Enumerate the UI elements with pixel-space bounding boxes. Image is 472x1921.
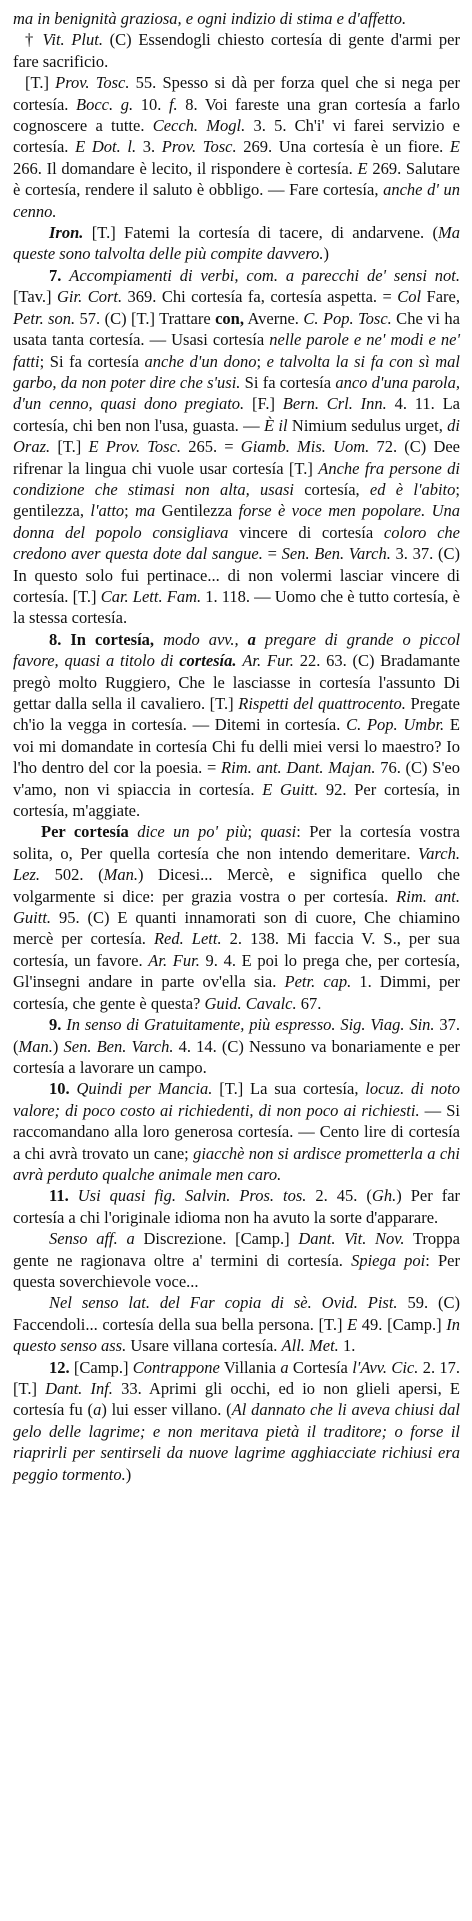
- text-segment: 1.: [338, 1336, 356, 1356]
- text-segment: l'atto: [90, 501, 125, 521]
- text-segment: Gh.: [371, 1186, 397, 1206]
- text-segment: quasi: [260, 822, 297, 842]
- text-segment: cortesía.: [179, 651, 237, 671]
- text-segment: Usare villana cortesía.: [126, 1336, 282, 1356]
- text-segment: Usi quasi fig. Salvin. Pros. tos.: [77, 1186, 307, 1206]
- text-segment: Prov. Tosc.: [55, 73, 130, 93]
- text-segment: 55. Spesso si dà per forza quel che si nega per cortesía.: [13, 73, 460, 114]
- text-segment: [F.]: [244, 394, 283, 414]
- text-segment: 95. (C) E quanti innamorati son di cuore, Che chiamino mercè per cortesía.: [13, 908, 460, 949]
- text-segment: 37. (: [13, 1015, 461, 1056]
- text-segment: 4. 11. La cortesía, chi ben non l'usa, guasta. —: [13, 394, 460, 435]
- text-segment: E Guitt.: [262, 779, 319, 799]
- text-segment: Guid. Cavalc.: [204, 993, 297, 1013]
- text-segment: 265. =: [181, 437, 241, 457]
- text-segment: Man.: [103, 865, 138, 885]
- text-segment: ma in benignità graziosa, e ogni indizio di stima e d'affetto.: [13, 9, 407, 28]
- text-segment: Contrappone: [132, 1357, 220, 1377]
- text-segment: In questo senso ass.: [13, 1314, 460, 1356]
- text-segment: 11.: [49, 1186, 69, 1206]
- text-segment: 76. (C) S'eo v'amo, non vi spiaccia in cortesía.: [13, 758, 460, 799]
- text-segment: f.: [168, 94, 178, 114]
- text-segment: Troppa gente ne ragionava oltre a' termini di cortesía.: [13, 1229, 460, 1270]
- text-segment: Gentilezza: [155, 501, 239, 521]
- text-segment: 2. 138. Mi faccia V. S., per sua cortesía, un favore.: [13, 929, 460, 970]
- text-segment: locuz. di noto valore; di poco costo ai richiedenti, di non poco ai richiesti.: [13, 1079, 461, 1120]
- text-segment: È il: [263, 415, 288, 435]
- text-segment: 10.: [49, 1079, 70, 1099]
- text-segment: 92. Per cortesía, in cortesía, m'aggiate.: [13, 779, 460, 821]
- text-segment: [239, 630, 248, 649]
- text-segment: ed è l'abito: [369, 479, 456, 499]
- text-segment: Per cortesía: [41, 822, 129, 842]
- entry-paragraph: [13, 1228, 460, 1292]
- text-segment: Al dannato che li aveva chiusi dal gelo delle lagrime; e non meritava pietà il traditore; o forse il riaprirli per sentirseli da nuove lagrime agghiacciate richiusi era peggio tormento.: [13, 1400, 461, 1484]
- text-segment: dice un po' più: [137, 822, 248, 842]
- entry-paragraph: [13, 1014, 460, 1078]
- text-segment: (C) Essendogli chiesto cortesía di gente d'armi per fare sacrificio.: [13, 30, 460, 71]
- text-segment: 57. (C) [T.] Trattare: [75, 308, 216, 328]
- text-segment: [Camp.]: [69, 1357, 133, 1377]
- text-segment: [T.] Fatemi la cortesía di tacere, di andarvene. (: [83, 223, 438, 243]
- text-segment: 1. Dimmi, per cortesía, che gente è questa?: [13, 972, 461, 1013]
- text-segment: Villania: [219, 1357, 281, 1377]
- text-segment: a: [93, 1400, 102, 1420]
- entry-paragraph: [13, 1185, 460, 1228]
- entry-paragraph: [13, 1357, 460, 1485]
- text-segment: nelle parole e ne' modi e ne' fatti: [13, 330, 461, 371]
- text-segment: Ar. Fur.: [242, 651, 294, 671]
- text-segment: Rim. ant. Dant. Majan.: [221, 758, 376, 778]
- text-segment: ) Dicesi... Mercè, e significa quello che volgarmente si dice: per grazia vostra o per cortesía.: [13, 865, 460, 906]
- text-segment: 369. Chi cortesía fa, cortesía aspetta. =: [122, 287, 398, 307]
- text-segment: E Dot. l.: [75, 137, 137, 157]
- text-segment: Accompiamenti di verbi, com. a parecchi de' sensi not.: [69, 265, 460, 285]
- text-segment: Varch. Lez.: [13, 843, 460, 885]
- text-segment: Nimium sedulus urget,: [287, 415, 448, 435]
- text-segment: 12.: [49, 1357, 70, 1377]
- entry-paragraph: [13, 72, 460, 222]
- text-segment: a: [280, 1357, 289, 1377]
- text-segment: : Per questa soverchievole voce...: [13, 1250, 460, 1291]
- text-segment: Rispetti del quattrocento.: [238, 694, 406, 713]
- text-segment: E: [347, 1314, 358, 1334]
- text-segment: Cortesía: [288, 1357, 353, 1377]
- text-segment: ): [52, 1036, 64, 1056]
- text-segment: ;: [124, 501, 136, 521]
- text-segment: con,: [215, 308, 244, 328]
- text-segment: Nel senso lat. del Far copia di sè. Ovid. Pist.: [49, 1293, 398, 1313]
- text-segment: Ar. Fur.: [148, 950, 200, 970]
- text-segment: ma: [135, 501, 156, 521]
- text-segment: E: [357, 158, 368, 178]
- text-segment: — Si raccomandano alla loro generosa cortesía. — Cento lire di cortesía a chi avrà trovato un cane;: [13, 1100, 460, 1163]
- text-segment: 4. 14. (C) Nessuno va bonariamente e per cortesía a lavorare un campo.: [13, 1036, 461, 1077]
- entry-paragraph: [13, 29, 460, 72]
- text-segment: [T.] La sua cortesía,: [212, 1079, 366, 1099]
- text-segment: Sen. Ben. Varch.: [63, 1036, 174, 1056]
- text-segment: 22. 63. (C) Bradamante pregò molto Ruggiero, Che le lasciasse in cortesía l'assunto Di gettar dalla sella il cavaliero. [T.]: [13, 651, 461, 713]
- text-segment: 3. 37. (C) In questo solo fui pertinace... di non volermi lasciar vincere di cortesía. [T.]: [13, 544, 461, 606]
- text-segment: Rim. ant. Guitt.: [13, 886, 460, 928]
- text-segment: [154, 630, 163, 649]
- text-segment: 9.: [49, 1015, 62, 1035]
- text-segment: E voi mi domandate in cortesía Chi fu delli miei versi lo maestro? Io l'ho dentro del cor la poesia. =: [13, 715, 460, 778]
- text-segment: Iron.: [49, 223, 84, 243]
- text-segment: Averne.: [243, 308, 304, 328]
- text-segment: Quindi per Mancia.: [76, 1079, 213, 1099]
- text-segment: Anche fra persone di condizione che stimasi non alta, usasi: [13, 458, 460, 499]
- text-segment: =: [262, 544, 282, 564]
- text-segment: [69, 1186, 78, 1205]
- text-segment: 1. 118. — Uomo che è tutto cortesía, è la stessa cortesía.: [13, 586, 460, 628]
- text-segment: Discrezione. [Camp.]: [134, 1229, 299, 1249]
- entry-paragraph: [13, 265, 460, 629]
- text-segment: coloro che credono aver questa dote dal sangue.: [13, 522, 460, 564]
- text-segment: cortesía,: [293, 479, 370, 499]
- entry-paragraph: [13, 1078, 460, 1185]
- text-segment: C. Pop. Umbr.: [346, 715, 445, 735]
- text-segment: Sen. Ben. Varch.: [281, 544, 391, 564]
- text-segment: 10.: [133, 94, 169, 114]
- text-segment: †: [25, 30, 43, 50]
- text-segment: Petr. cap.: [284, 972, 352, 992]
- text-segment: Red. Lett.: [153, 929, 222, 949]
- entry-paragraph: [13, 821, 460, 1014]
- text-segment: anche d' un cenno.: [13, 180, 460, 221]
- text-segment: Prov. Tosc.: [161, 137, 237, 157]
- text-segment: Fare,: [421, 287, 460, 307]
- text-segment: 8. In cortesía,: [49, 629, 155, 649]
- text-segment: Dant. Inf.: [45, 1379, 113, 1398]
- entry-paragraph: [13, 222, 460, 265]
- text-segment: forse è voce men popolare. Una donna del popolo consigliava: [13, 501, 460, 542]
- text-segment: [129, 822, 137, 841]
- text-segment: 3. 5. Ch'i' vi farei servizio e cortesía.: [13, 116, 460, 157]
- text-segment: ;: [256, 351, 267, 371]
- text-segment: ): [323, 244, 330, 264]
- text-segment: ): [125, 1464, 132, 1484]
- text-segment: 59. (C) Faccendoli... cortesía della sua bella persona. [T.]: [13, 1293, 460, 1334]
- text-segment: 33. Aprimi gli occhi, ed io non glieli apersi, E cortesía fu (: [13, 1379, 461, 1420]
- text-segment: Gir. Cort.: [57, 287, 123, 307]
- text-segment: Car. Lett. Fam.: [100, 586, 202, 606]
- text-segment: Che vi ha usata tanta cortesía. — Usasi cortesía: [13, 308, 460, 350]
- text-segment: Si fa cortesía: [240, 372, 336, 392]
- text-segment: E Prov. Tosc.: [88, 437, 182, 457]
- text-segment: : Per la cortesía vostra solita, o, Per quella cortesía che non intendo demeritare.: [13, 822, 460, 863]
- text-segment: 2. 17. [T.]: [13, 1357, 461, 1398]
- text-segment: a: [247, 629, 256, 649]
- text-segment: Vit. Plut.: [42, 30, 103, 50]
- text-segment: 67.: [296, 993, 322, 1013]
- text-segment: ; Si fa cortesía: [39, 351, 145, 371]
- entry-paragraph: [13, 1292, 460, 1356]
- text-segment: Bern. Crl. Inn.: [282, 394, 387, 414]
- text-segment: 9. 4. E poi lo prega che, per cortesía, Gl'insegni andare in parte ov'ella sia.: [13, 950, 460, 992]
- text-segment: ) Per far cortesía a chi l'originale idioma non ha avuto la sorte d'apparare.: [13, 1186, 461, 1227]
- text-segment: [T.]: [25, 73, 56, 93]
- text-segment: Ma queste sono talvolta delle più compite davvero.: [13, 223, 460, 264]
- text-segment: [Tav.]: [13, 287, 58, 307]
- text-segment: Dant. Vit. Nov.: [298, 1229, 405, 1249]
- text-segment: ; gentilezza,: [13, 479, 460, 521]
- text-segment: 269. Salutare è cortesía, rendere il saluto è obbligo. — Fare cortesía,: [13, 158, 460, 200]
- text-segment: di Oraz.: [13, 415, 461, 457]
- text-segment: modo avv.,: [163, 629, 239, 649]
- text-segment: 266. Il domandare è lecito, il rispondere è cortesía.: [13, 158, 358, 178]
- text-segment: Col: [397, 287, 422, 307]
- text-segment: C. Pop. Tosc.: [303, 308, 392, 328]
- text-segment: Petr. son.: [13, 308, 76, 328]
- text-segment: [256, 630, 265, 649]
- text-segment: 3.: [136, 137, 162, 157]
- text-segment: 49. [Camp.]: [357, 1314, 447, 1334]
- text-segment: ;: [247, 822, 261, 842]
- text-segment: anco d'una parola, d'un cenno, quasi dono pregiato.: [13, 372, 460, 414]
- text-segment: Pregate ch'io la vegga in cortesía. — Ditemi in cortesía.: [13, 694, 460, 735]
- text-segment: Senso aff.: [49, 1229, 118, 1249]
- entry-paragraph: [13, 8, 460, 29]
- text-segment: 7.: [49, 265, 62, 285]
- text-segment: 2. 45. (: [306, 1186, 372, 1206]
- text-segment: 269. Una cortesía è un fiore.: [236, 137, 450, 157]
- text-segment: l'Avv. Cic.: [352, 1357, 419, 1377]
- text-segment: Spiega poi: [351, 1250, 426, 1270]
- text-segment: 72. (C) Dee rifrenar la lingua chi vuole usar cortesía [T.]: [13, 437, 461, 478]
- text-segment: anche d'un dono: [144, 351, 257, 371]
- text-segment: Man.: [18, 1036, 53, 1056]
- text-segment: Bocc. g.: [76, 94, 134, 114]
- text-segment: E: [449, 137, 461, 157]
- text-segment: Cecch. Mogl.: [152, 116, 246, 136]
- entry-paragraph: [13, 629, 460, 822]
- text-segment: pregare di grande o piccol favore, quasi a titolo di: [13, 629, 461, 671]
- text-segment: e talvolta la si fa con sì mal garbo, da non poter dire che s'usi.: [13, 351, 460, 392]
- text-segment: Giamb. Mis. Uom.: [240, 437, 370, 457]
- text-segment: ) lui esser villano. (: [101, 1400, 232, 1420]
- text-segment: 8. Voi fareste una gran cortesía a farlo cognoscere a tutte.: [13, 94, 460, 136]
- text-segment: All. Met.: [281, 1336, 339, 1356]
- text-segment: [T.]: [50, 437, 89, 457]
- text-segment: a: [126, 1229, 135, 1249]
- text-segment: 502. (: [40, 865, 104, 885]
- text-segment: vincere di cortesía: [228, 522, 384, 542]
- text-segment: In senso di Gratuitamente, più espresso. Sig. Viag. Sin.: [66, 1015, 435, 1035]
- text-segment: giacchè non si ardisce prometterla a chi avrà perduto qualche animale men caro.: [13, 1143, 460, 1184]
